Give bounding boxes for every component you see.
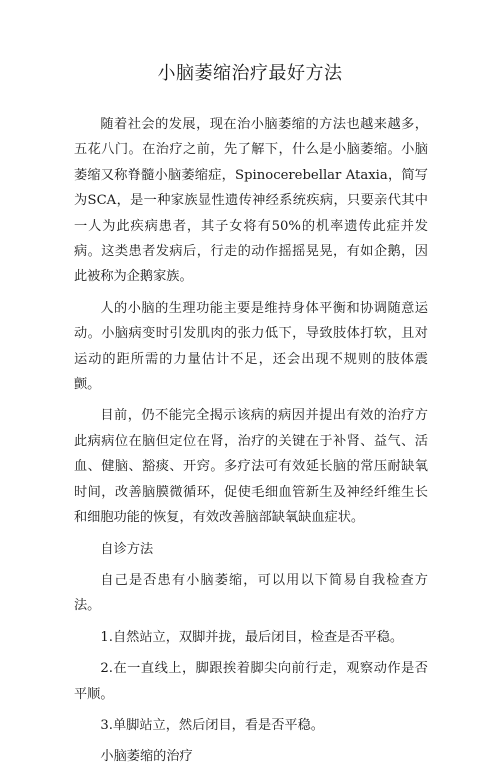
paragraph-function: 人的小脑的生理功能主要是维持身体平衡和协调随意运动。小脑病变时引发肌肉的张力低下，导致肢体打软，且对运动的距所需的力量估计不足，还会出现不规则的肢体震颤。 bbox=[74, 300, 428, 393]
section-heading-treatment: 小脑萎缩的治疗 bbox=[100, 749, 193, 765]
list-item-step-1: 1.自然站立，双脚并拢，最后闭目，检查是否平稳。 bbox=[100, 629, 404, 645]
list-item-step-3: 3.单脚站立，然后闭目，看是否平稳。 bbox=[100, 717, 324, 733]
paragraph-intro: 随着社会的发展，现在治小脑萎缩的方法也越来越多，五花八门。在治疗之前，先了解下，什么是小脑萎缩。小脑萎缩又称脊髓小脑萎缩症，Spinocerebellar Ataxia，简写为SCA，是一种家族显性遗传神经系统疾病，只要亲代其中一人为此疾病患者，其子女将有50%的机率遗传此症并发病。这类患者发病后，行走的动作摇摇晃晃，有如企鹅，因此被称为企鹅家族。 bbox=[74, 117, 428, 285]
section-heading-self-diagnosis: 自诊方法 bbox=[100, 541, 154, 557]
paragraph-self-check-intro: 自己是否患有小脑萎缩，可以用以下简易自我检查方法。 bbox=[74, 572, 428, 614]
document-title: 小脑萎缩治疗最好方法 bbox=[157, 63, 343, 84]
list-item-step-2: 2.在一直线上，脚跟挨着脚尖向前行走，观察动作是否平顺。 bbox=[74, 661, 428, 702]
document-body bbox=[74, 112, 428, 770]
paragraph-treatment: 目前，仍不能完全揭示该病的病因并提出有效的治疗方此病病位在脑但定位在肾，治疗的关键在于补肾、益气、活血、健脑、豁痰、开窍。多疗法可有效延长脑的常压耐缺氧时间，改善脑膜微循环，促使毛细血管新生及神经纤维生长和细胞功能的恢复，有效改善脑部缺氧缺血症状。 bbox=[74, 408, 428, 526]
